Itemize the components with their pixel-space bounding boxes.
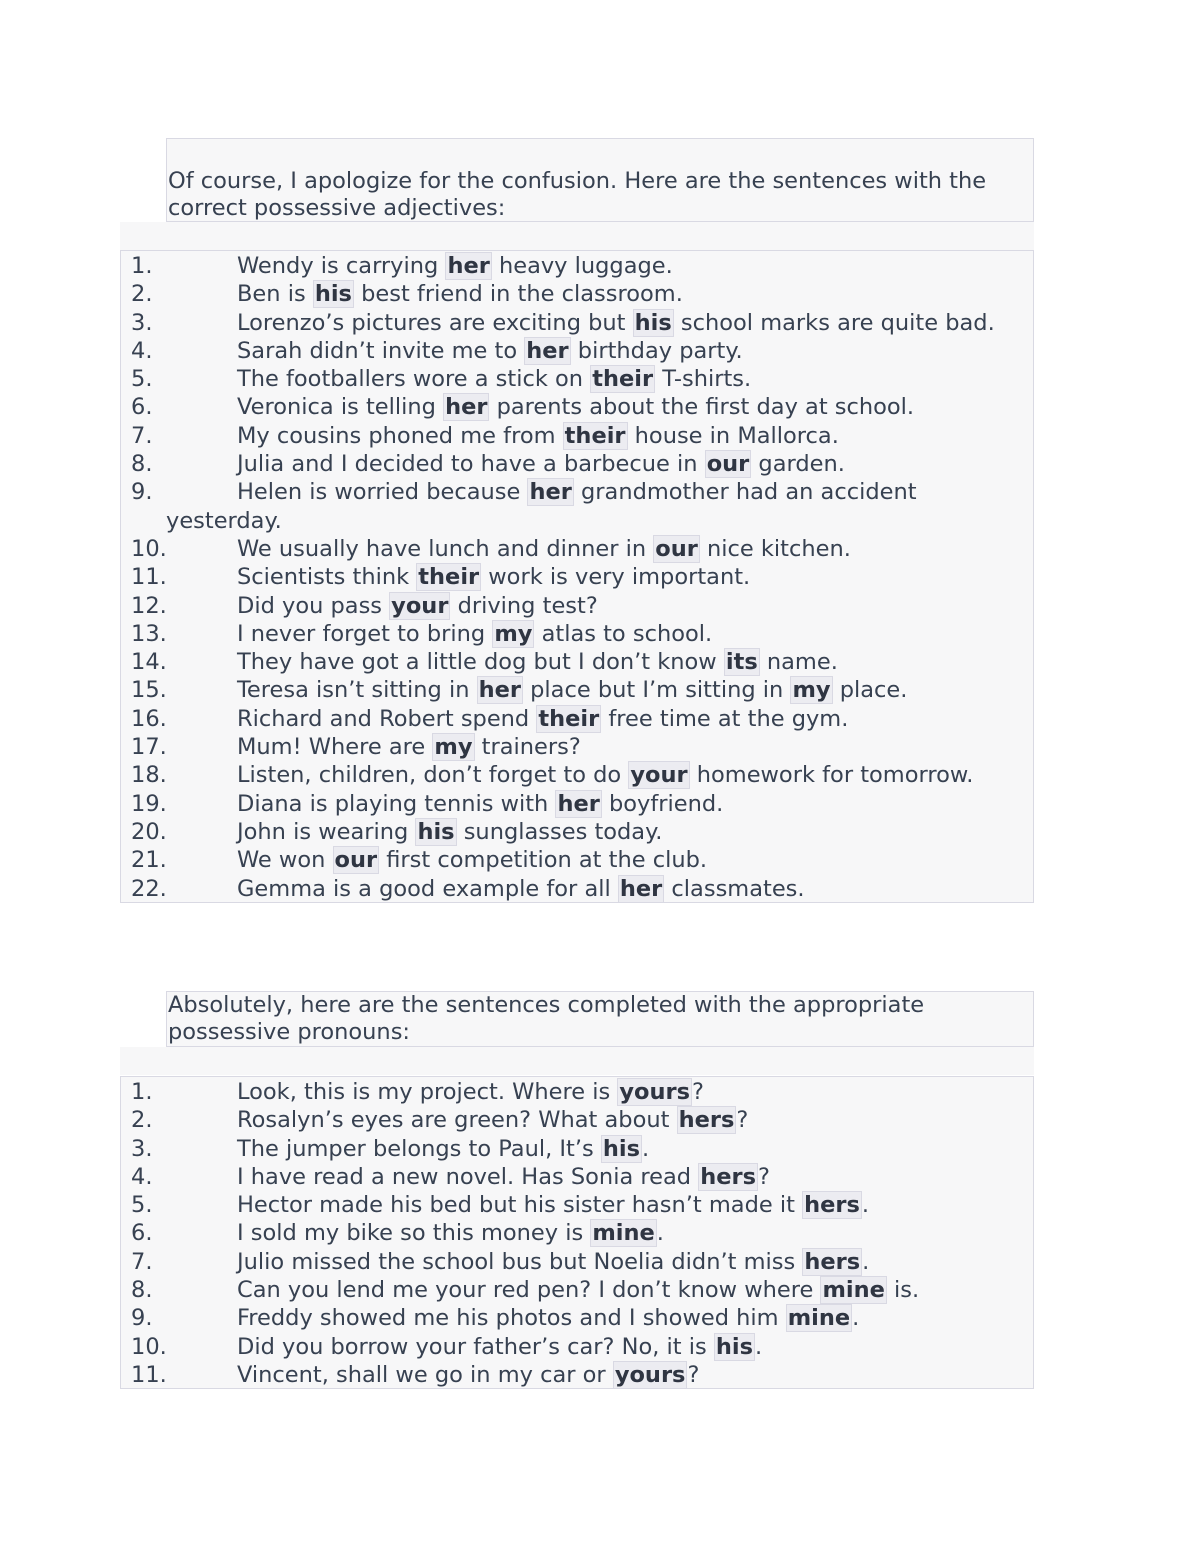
list-item bbox=[121, 1361, 1033, 1389]
sentence-text: T-shirts. bbox=[655, 366, 752, 393]
answer-highlight: her bbox=[478, 677, 521, 704]
answer-highlight: our bbox=[655, 535, 698, 562]
possessive-adjectives-list bbox=[120, 250, 1034, 903]
answer-highlight: their bbox=[538, 705, 600, 732]
answer-highlight: hers bbox=[700, 1163, 756, 1190]
sentence-text: . bbox=[861, 1192, 870, 1219]
sentence-text: best friend in the classroom. bbox=[353, 281, 683, 308]
list-item bbox=[121, 846, 1033, 874]
sentence-text: . bbox=[656, 1220, 664, 1247]
intro-possessive-adjectives: Of course, I apologize for the confusion. Here are the sentences with the correct possessive adjectives: bbox=[166, 138, 1034, 222]
list-item bbox=[121, 620, 1033, 648]
item-number: 18. bbox=[131, 762, 167, 789]
item-number: 6. bbox=[131, 1220, 153, 1247]
list-item bbox=[121, 422, 1033, 450]
answer-highlight: her bbox=[529, 479, 572, 506]
sentence-text: Teresa isn’t sitting in bbox=[237, 677, 477, 704]
list-item bbox=[121, 337, 1033, 365]
list-item bbox=[121, 280, 1033, 308]
list-item bbox=[121, 1163, 1033, 1191]
answer-highlight: hers bbox=[804, 1192, 860, 1219]
sentence-text: Freddy showed me his photos and I showed him bbox=[237, 1305, 786, 1332]
sentence-text: homework for tomorrow. bbox=[689, 762, 974, 789]
sentence-text: Did you pass bbox=[237, 592, 390, 619]
answer-highlight: her bbox=[445, 394, 488, 421]
item-number: 9. bbox=[131, 479, 153, 506]
item-number: 7. bbox=[131, 422, 153, 449]
item-number: 14. bbox=[131, 649, 167, 676]
item-number: 1. bbox=[131, 253, 153, 279]
answer-highlight: hers bbox=[804, 1248, 861, 1275]
sentence-text: Vincent, shall we go in my car or bbox=[237, 1361, 613, 1388]
sentence-text: They have got a little dog but I don’t know bbox=[237, 649, 724, 676]
list-item bbox=[121, 450, 1033, 478]
answer-highlight: mine bbox=[822, 1277, 885, 1304]
answer-highlight: mine bbox=[592, 1220, 655, 1247]
answer-highlight: his bbox=[602, 1135, 641, 1162]
possessive-pronouns-list bbox=[120, 1076, 1034, 1389]
list-item bbox=[121, 365, 1033, 393]
sentence-text: Gemma is a good example for all bbox=[237, 875, 618, 902]
sentence-text: Helen is worried because bbox=[237, 479, 528, 506]
answer-highlight: their bbox=[418, 564, 480, 591]
sentence-text: Diana is playing tennis with bbox=[237, 790, 556, 817]
list-item bbox=[121, 1106, 1033, 1134]
list-item bbox=[121, 1219, 1033, 1247]
item-number: 5. bbox=[131, 1192, 153, 1219]
sentence-text: trainers? bbox=[474, 734, 581, 761]
answer-highlight: his bbox=[417, 818, 455, 845]
list-item bbox=[121, 478, 1033, 535]
item-number: 17. bbox=[131, 734, 167, 761]
sentence-text: I sold my bike so this money is bbox=[237, 1220, 591, 1247]
sentence-text: Mum! Where are bbox=[237, 734, 433, 761]
item-number: 4. bbox=[131, 337, 153, 364]
sentence-text: boyfriend. bbox=[601, 790, 724, 817]
sentence-text: John is wearing bbox=[237, 818, 416, 845]
list-item bbox=[121, 535, 1033, 563]
answer-highlight: my bbox=[792, 677, 831, 704]
sentence-text: Hector made his bed but his sister hasn’t made it bbox=[237, 1192, 803, 1219]
list-item bbox=[121, 818, 1033, 846]
sentence-text: sunglasses today. bbox=[456, 818, 663, 845]
sentence-text: My cousins phoned me from bbox=[237, 422, 563, 449]
list-item bbox=[121, 705, 1033, 733]
answer-highlight: her bbox=[447, 253, 490, 279]
answer-highlight: mine bbox=[787, 1305, 851, 1332]
sentence-text: We won bbox=[237, 847, 333, 874]
item-number: 13. bbox=[131, 620, 167, 647]
answer-highlight: her bbox=[557, 790, 600, 817]
item-number: 6. bbox=[131, 394, 153, 421]
sentence-text: . bbox=[755, 1333, 763, 1360]
spacer-band bbox=[120, 222, 1034, 250]
list-item bbox=[121, 1135, 1033, 1163]
answer-highlight: our bbox=[334, 847, 378, 874]
sentence-text: Sarah didn’t invite me to bbox=[237, 337, 525, 364]
sentence-text: Wendy is carrying bbox=[237, 253, 446, 279]
sentence-text: . bbox=[862, 1248, 870, 1275]
list-item bbox=[121, 1191, 1033, 1219]
sentence-text: grandmother had an accident bbox=[573, 479, 917, 506]
list-item bbox=[121, 309, 1033, 337]
item-number: 7. bbox=[131, 1248, 153, 1275]
answer-highlight: his bbox=[715, 1333, 754, 1360]
sentence-text: driving test? bbox=[450, 592, 598, 619]
item-number: 16. bbox=[131, 705, 167, 732]
sentence-text: nice kitchen. bbox=[699, 535, 851, 562]
sentence-text: ? bbox=[692, 1079, 704, 1105]
list-item bbox=[121, 1276, 1033, 1304]
item-number: 8. bbox=[131, 451, 153, 478]
item-number: 5. bbox=[131, 366, 153, 393]
sentence-text: classmates. bbox=[664, 875, 805, 902]
sentence-text: ? bbox=[758, 1163, 770, 1190]
sentence-text: parents about the first day at school. bbox=[489, 394, 915, 421]
sentence-text: We usually have lunch and dinner in bbox=[237, 535, 654, 562]
sentence-text: Scientists think bbox=[237, 564, 417, 591]
list-item bbox=[121, 563, 1033, 591]
list-item bbox=[121, 1304, 1033, 1332]
answer-highlight: your bbox=[630, 762, 688, 789]
answer-highlight: my bbox=[434, 734, 473, 761]
sentence-text: first competition at the club. bbox=[379, 847, 708, 874]
answer-highlight: our bbox=[706, 451, 750, 478]
list-item bbox=[121, 252, 1033, 280]
sentence-text: Did you borrow your father’s car? No, it is bbox=[237, 1333, 714, 1360]
item-number: 3. bbox=[131, 1135, 153, 1162]
item-number: 15. bbox=[131, 677, 167, 704]
sentence-text: place but I’m sitting in bbox=[523, 677, 791, 704]
sentence-text: garden. bbox=[751, 451, 845, 478]
sentence-text: Ben is bbox=[237, 281, 313, 308]
sentence-text: name. bbox=[759, 649, 838, 676]
item-number: 20. bbox=[131, 818, 167, 845]
list-item bbox=[121, 592, 1033, 620]
item-number: 22. bbox=[131, 875, 167, 902]
sentence-text: . bbox=[852, 1305, 860, 1332]
sentence-text: Look, this is my project. Where is bbox=[237, 1079, 618, 1105]
item-number: 19. bbox=[131, 790, 167, 817]
sentence-text: work is very important. bbox=[481, 564, 751, 591]
answer-highlight: their bbox=[564, 422, 626, 449]
list-item bbox=[121, 1333, 1033, 1361]
list-item bbox=[121, 875, 1033, 903]
answer-highlight: his bbox=[314, 281, 352, 308]
list-item bbox=[121, 676, 1033, 704]
answer-highlight: my bbox=[494, 620, 533, 647]
list-item bbox=[121, 1248, 1033, 1276]
list-item bbox=[121, 790, 1033, 818]
item-number: 2. bbox=[131, 1107, 153, 1134]
sentence-text: The jumper belongs to Paul, It’s bbox=[237, 1135, 601, 1162]
answer-highlight: her bbox=[619, 875, 663, 902]
sentence-text: birthday party. bbox=[570, 337, 743, 364]
item-number: 4. bbox=[131, 1163, 153, 1190]
intro-possessive-pronouns: Absolutely, here are the sentences completed with the appropriate possessive pronouns: bbox=[166, 991, 1034, 1047]
sentence-text: Julio missed the school bus but Noelia didn’t miss bbox=[237, 1248, 803, 1275]
list-item bbox=[121, 733, 1033, 761]
answer-highlight: yours bbox=[619, 1079, 690, 1105]
spacer-band bbox=[120, 1047, 1034, 1075]
sentence-text: Can you lend me your red pen? I don’t know where bbox=[237, 1277, 821, 1304]
answer-highlight: its bbox=[725, 649, 758, 676]
sentence-text: is. bbox=[886, 1277, 920, 1304]
sentence-text: Listen, children, don’t forget to do bbox=[237, 762, 629, 789]
sentence-text: ? bbox=[687, 1361, 700, 1388]
sentence-text: Veronica is telling bbox=[237, 394, 444, 421]
item-number: 11. bbox=[131, 564, 167, 591]
answer-highlight: his bbox=[634, 309, 672, 336]
answer-highlight: hers bbox=[678, 1107, 735, 1134]
item-number: 2. bbox=[131, 281, 153, 308]
sentence-text: place. bbox=[832, 677, 908, 704]
sentence-text: Julia and I decided to have a barbecue in bbox=[237, 451, 705, 478]
item-number: 12. bbox=[131, 592, 167, 619]
sentence-text: I have read a new novel. Has Sonia read bbox=[237, 1163, 699, 1190]
item-number: 11. bbox=[131, 1361, 167, 1388]
list-item bbox=[121, 1078, 1033, 1106]
sentence-text: The footballers wore a stick on bbox=[237, 366, 591, 393]
item-number: 9. bbox=[131, 1305, 153, 1332]
item-number: 3. bbox=[131, 309, 153, 336]
sentence-text: . bbox=[642, 1135, 650, 1162]
sentence-text: house in Mallorca. bbox=[627, 422, 839, 449]
answer-highlight: her bbox=[526, 337, 569, 364]
sentence-continuation: yesterday. bbox=[166, 507, 282, 534]
list-item bbox=[121, 648, 1033, 676]
sentence-text: free time at the gym. bbox=[601, 705, 849, 732]
answer-highlight: your bbox=[391, 592, 449, 619]
sentence-text: Richard and Robert spend bbox=[237, 705, 537, 732]
sentence-text: I never forget to bring bbox=[237, 620, 493, 647]
sentence-text: ? bbox=[736, 1107, 749, 1134]
sentence-text: school marks are quite bad. bbox=[673, 309, 995, 336]
sentence-text: Lorenzo’s pictures are exciting but bbox=[237, 309, 633, 336]
list-item bbox=[121, 761, 1033, 789]
item-number: 21. bbox=[131, 847, 167, 874]
item-number: 10. bbox=[131, 1333, 167, 1360]
answer-highlight: yours bbox=[614, 1361, 686, 1388]
item-number: 10. bbox=[131, 535, 167, 562]
item-number: 1. bbox=[131, 1079, 153, 1105]
item-number: 8. bbox=[131, 1277, 153, 1304]
sentence-text: Rosalyn’s eyes are green? What about bbox=[237, 1107, 677, 1134]
answer-highlight: their bbox=[592, 366, 654, 393]
list-item bbox=[121, 393, 1033, 421]
sentence-text: atlas to school. bbox=[534, 620, 713, 647]
sentence-text: heavy luggage. bbox=[491, 253, 673, 279]
